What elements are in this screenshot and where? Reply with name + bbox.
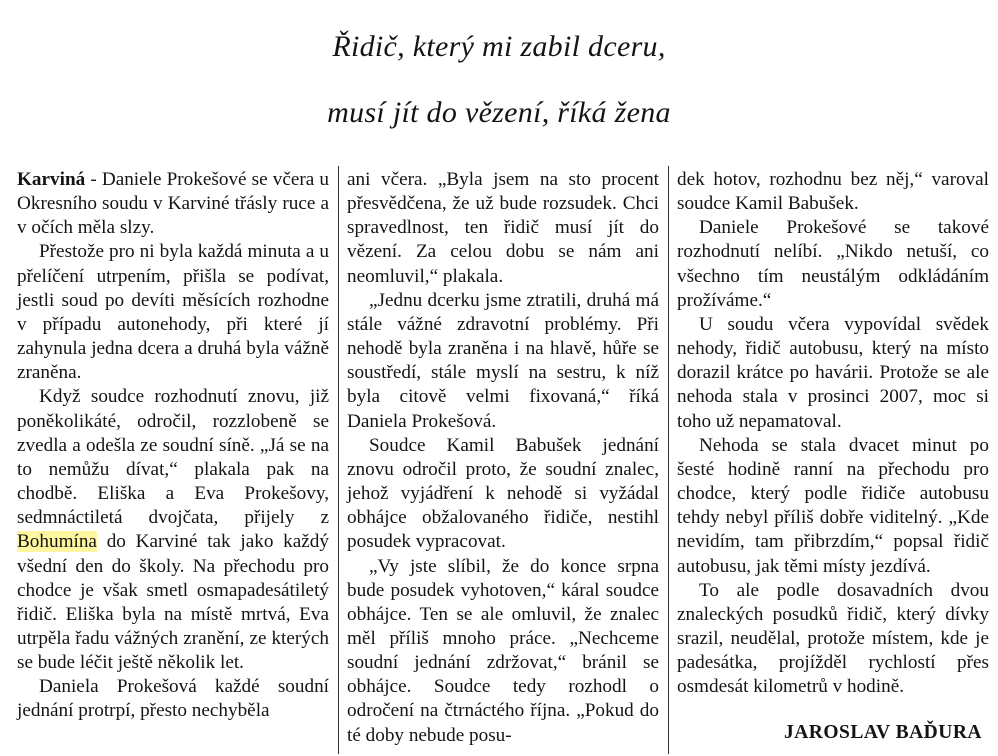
paragraph-3-text-b: do Karviné tak jako každý všední den do školy. Na přechodu pro chodce je však smetl osmapadesátiletý řidič. Eliška byla na místě mrtvá, Eva utrpěla řadu vážných zranění, ze kterých se bude léčit ještě několik let. — [17, 531, 329, 674]
headline-line-2: musí jít do vězení, říká žena — [327, 96, 671, 129]
paragraph-1 — [17, 168, 329, 240]
paragraph-9: dek hotov, rozhodnu bez něj,“ varoval soudce Kamil Babušek. — [677, 169, 989, 215]
paragraph-13: To ale podle dosavadních dvou znaleckých posudků řidič, který dívky srazil, neudělal, protože místem, kde je padesátka, projížděl rychlostí přes osmdesát kilometrů v hodině. — [677, 579, 989, 698]
paragraph-10: Daniele Prokešové se takové rozhodnutí nelíbí. „Nikdo netuší, co všechno tím neustálým odkládáním prožíváme.“ — [677, 217, 989, 311]
author-byline: JAROSLAV BAĎURA — [778, 722, 982, 744]
highlighted-place-name: Bohumína — [17, 531, 97, 553]
headline-line-1: Řidič, který mi zabil dceru, — [332, 30, 666, 63]
paragraph-3 — [17, 385, 329, 675]
paragraph-8: „Vy jste slíbil, že do konce srpna bude posudek vyhotoven,“ káral soudce obhájce. Ten se ale omluvil, že znalec měl příliš mnoho práce. „Nechceme soudní jednání zdržovat,“ bránil se obhájce. Soudce tedy rozhodl o odročení na čtrnáctého října. „Pokud do té doby nebude posu- — [347, 555, 659, 746]
article-headline — [0, 14, 998, 146]
dateline: Karviná — [17, 169, 86, 190]
article-column-2 — [347, 168, 659, 748]
article-column-3 — [677, 168, 989, 699]
article-column-1 — [17, 168, 329, 724]
paragraph-7: Soudce Kamil Babušek jednání znovu odročil proto, že soudní znalec, jehož vyjádření k nehodě si vyžádal obhájce obžalovaného řidiče, nestihl posudek vypracovat. — [347, 434, 659, 553]
paragraph-11: U soudu včera vypovídal svědek nehody, řidič autobusu, který na místo dorazil krátce po havárii. Protože se ale nehoda stala v prosinci 2007, moc si toho už nepamatoval. — [677, 313, 989, 432]
paragraph-6: „Jednu dcerku jsme ztratili, druhá má stále vážné zdravotní problémy. Při nehodě byla zraněna i na hlavě, hůře se soustředí, stále myslí na sestru, k níž byla citově velmi fixovaná,“ říká Daniela Prokešová. — [347, 289, 659, 432]
paragraph-4: Daniela Prokešová každé soudní jednání protrpí, přesto nechyběla — [17, 676, 329, 722]
paragraph-5: ani včera. „Byla jsem na sto procent přesvědčena, že už bude rozsudek. Chci spravedlnost, ten řidič musí jít do vězení. Za celou dobu se nám ani neomluvil,“ plakala. — [347, 169, 659, 287]
column-divider-1 — [338, 166, 339, 754]
paragraph-12: Nehoda se stala dvacet minut po šesté hodině ranní na přechodu pro chodce, který podle řidiče autobusu tehdy nebyl příliš dobře viditelný. „Kde nevidím, tam přibrzdím,“ popsal řidič autobusu, jak těmi místy jezdívá. — [677, 434, 989, 577]
paragraph-3-text-a: Když soudce rozhodnutí znovu, již poněkolikáté, odročil, rozzlobeně se zvedla a odešla ze soudní síně. „Já se na to nemůžu dívat,“ plakala pak na chodbě. Eliška a Eva Prokešovy, sedmnáctiletá dvojčata, přijely z — [17, 386, 329, 529]
column-divider-2 — [668, 166, 669, 754]
paragraph-1-text: - Daniele Prokešové se včera u Okresního soudu v Karviné třásly ruce a v očích měla slzy. — [17, 169, 329, 239]
paragraph-2: Přestože pro ni byla každá minuta a u přelíčení utrpením, přišla se podívat, jestli soud po devíti měsících rozhodne v případu autonehody, při které jí zahynula jedna dcera a druhá byla vážně zraněna. — [17, 241, 329, 384]
